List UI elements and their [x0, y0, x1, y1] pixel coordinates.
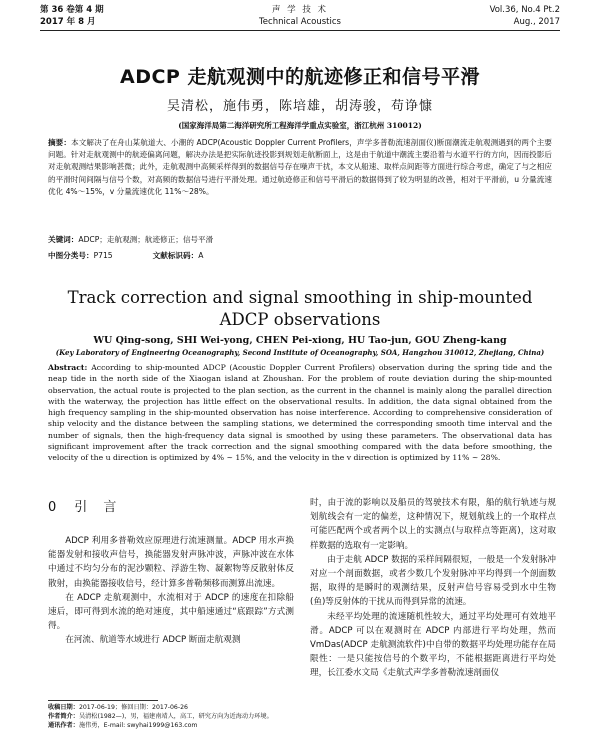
header-divider: [40, 30, 560, 31]
contact-label: 通讯作者：: [48, 722, 79, 729]
classification-line: [48, 250, 552, 262]
section-number: 0: [48, 500, 57, 515]
received-label: 收稿日期：: [48, 704, 79, 711]
title-english: Track correction and signal smoothing in ship-mounted ADCP observations: [67, 288, 533, 329]
body-column-left: [48, 498, 294, 648]
affiliation-english: (Key Laboratory of Engineering Oceanography, Second Institute of Oceanography, SOA, Hangzhou 310012, Zhejiang, China): [55, 348, 545, 357]
abstract-chinese-text: 本文解决了在舟山某航道大、小潮的 ADCP(Acoustic Doppler Current Profilers，声学多普勒流速剖面仪)断面潮流走航观测遇到的两个主要问题。针对走航观测中的航迹偏离问题，解决办法是把实际航迹投影到规划走航断面上，这是由于航道中潮流主要沿着与水道平行的方向，因而投影后对走航观测结果影响甚微；此外，走航观测中高频采样得到的数据信号存在噪声干扰，本文从船速、取样点间距等方面进行综合考虑，确定了与之相应的平滑时间间隔与信号个数，对高频的数据信号进行平滑处理。通过航迹修正和信号平滑后的数据得到了较为明显的改善，相对于平滑前，u 分量流速优化 4%～15%，v 分量流速优化 11%～28%。: [48, 138, 552, 196]
author-bio: 吴清松(1982—)，男，福建南靖人，高工，研究方向为近海动力环境。: [78, 713, 273, 720]
footnote: [48, 703, 298, 730]
received-dates: 2017-06-19；修回日期：2017-06-26: [78, 704, 188, 711]
header-journal: 声 学 技 术 Technical Acoustics: [259, 5, 341, 27]
clc-value: P715: [93, 251, 113, 260]
section-heading: [48, 498, 294, 518]
doc-code-label: 文献标识码：: [152, 251, 199, 260]
contact-email: 施伟勇，E-mail: swyhai1999@163.com: [78, 722, 198, 729]
abstract-chinese-label: 摘要：: [48, 138, 72, 147]
authors-english: WU Qing-song, SHI Wei-yong, CHEN Pei-xiong, HU Tao-jun, GOU Zheng-kang: [93, 335, 507, 346]
body-paragraph: 由于走航 ADCP 数据的采样间隔很短，一般是一个发射脉冲对应一个剖面数据，或者少数几个发射脉冲平均得到一个剖面数据，取得的是瞬时的观测结果，反射声信号容易受到水中生物(鱼)等反射体的干扰从而得到异常的流速。: [310, 554, 556, 608]
abstract-english-label: Abstract:: [48, 363, 88, 372]
author-bio-label: 作者简介：: [48, 713, 79, 720]
footnote-divider: [48, 700, 158, 701]
keywords-chinese: [48, 234, 552, 246]
title-chinese: ADCP 走航观测中的航迹修正和信号平滑: [120, 66, 480, 88]
body-paragraph: 时，由于流的影响以及船员的驾驶技术有限，船的航行轨迹与规划航线会有一定的偏差，这种情况下，规划航线上的一个取样点可能匹配两个或者两个以上的实测点(与取样点等距离)，这对取样数据的选取有一定影响。: [310, 498, 556, 551]
abstract-chinese: [48, 137, 552, 198]
authors-chinese: 吴清松，施伟勇，陈培雄，胡涛骏，苟诤慷: [166, 99, 433, 114]
affiliation-chinese: (国家海洋局第二海洋研究所工程海洋学重点实验室，浙江杭州 310012): [178, 121, 422, 130]
body-paragraph: 在河流、航道等水域进行 ADCP 断面走航观测: [65, 635, 241, 646]
body-column-right: [310, 496, 556, 681]
body-paragraph: 未经平均处理的流速随机性较大，通过平均处理可有效地平滑。ADCP 可以在观测时在 ADCP 内部进行平均处理，然而 VmDas(ADCP 走航测流软件)中自带的数据平均处理功能存在局限性：一是只能按信号的个数平均，不能根据距离进行平均处理，长江委水文局《走航式声学多普勒流速剖面仪: [310, 611, 556, 679]
header-issue: 第 36 卷第 4 期 2017 年 8 月: [40, 5, 104, 27]
doc-code-value: A: [198, 251, 204, 260]
abstract-english-text: According to ship-mounted ADCP (Acoustic Doppler Current Profilers) observation during the spring tide and the neap tide in the north side of the Xiaogan island at Zhoushan. For the problem of route deviation during the ship-mounted observation, the actual route is projected to the plan section, as the current in the channel is mainly along the parallel direction with the waterway, the projection has little effect on the observational results. In addition, the data signal obtained from the high frequency sampling in the ship-mounted observation has noise interference. According to comprehensive consideration of ship velocity and the distance between the sampling stations, we determined the corresponding smooth time interval and the number of signals, then the high-frequency data signal is smoothed by using these parameters. The observational data has significant improvement after the track correction and the signal smoothing compared with the data before smoothing, the velocity of the u direction is optimized by 4% ~ 15%, and the velocity in the v direction is optimized by 11% ~ 28%.: [48, 363, 552, 463]
keywords-label: 关键词：: [48, 235, 79, 244]
clc-label: 中图分类号：: [48, 251, 94, 260]
section-title: 引 言: [74, 500, 123, 515]
body-paragraph: ADCP 利用多普勒效应原理进行流速测量。ADCP 用水声换能器发射和接收声信号，换能器发射声脉冲波，声脉冲波在水体中通过不均匀分布的泥沙颗粒、浮游生物、凝絮物等反散射体反散射，由换能器接收信号，经计算多普勒频移而测算出流速。: [48, 536, 294, 589]
keywords-text: ADCP；走航观测；航迹修正；信号平滑: [78, 235, 214, 244]
header-volume: Vol.36, No.4 Pt.2 Aug., 2017: [489, 5, 560, 27]
running-header: [40, 4, 560, 30]
abstract-english: [48, 362, 552, 464]
body-paragraph: 在 ADCP 走航观测中，水流相对于 ADCP 的速度在扣除船速后，即可得到水流的绝对速度，其中船速通过“底跟踪”方式测得。: [48, 592, 294, 632]
